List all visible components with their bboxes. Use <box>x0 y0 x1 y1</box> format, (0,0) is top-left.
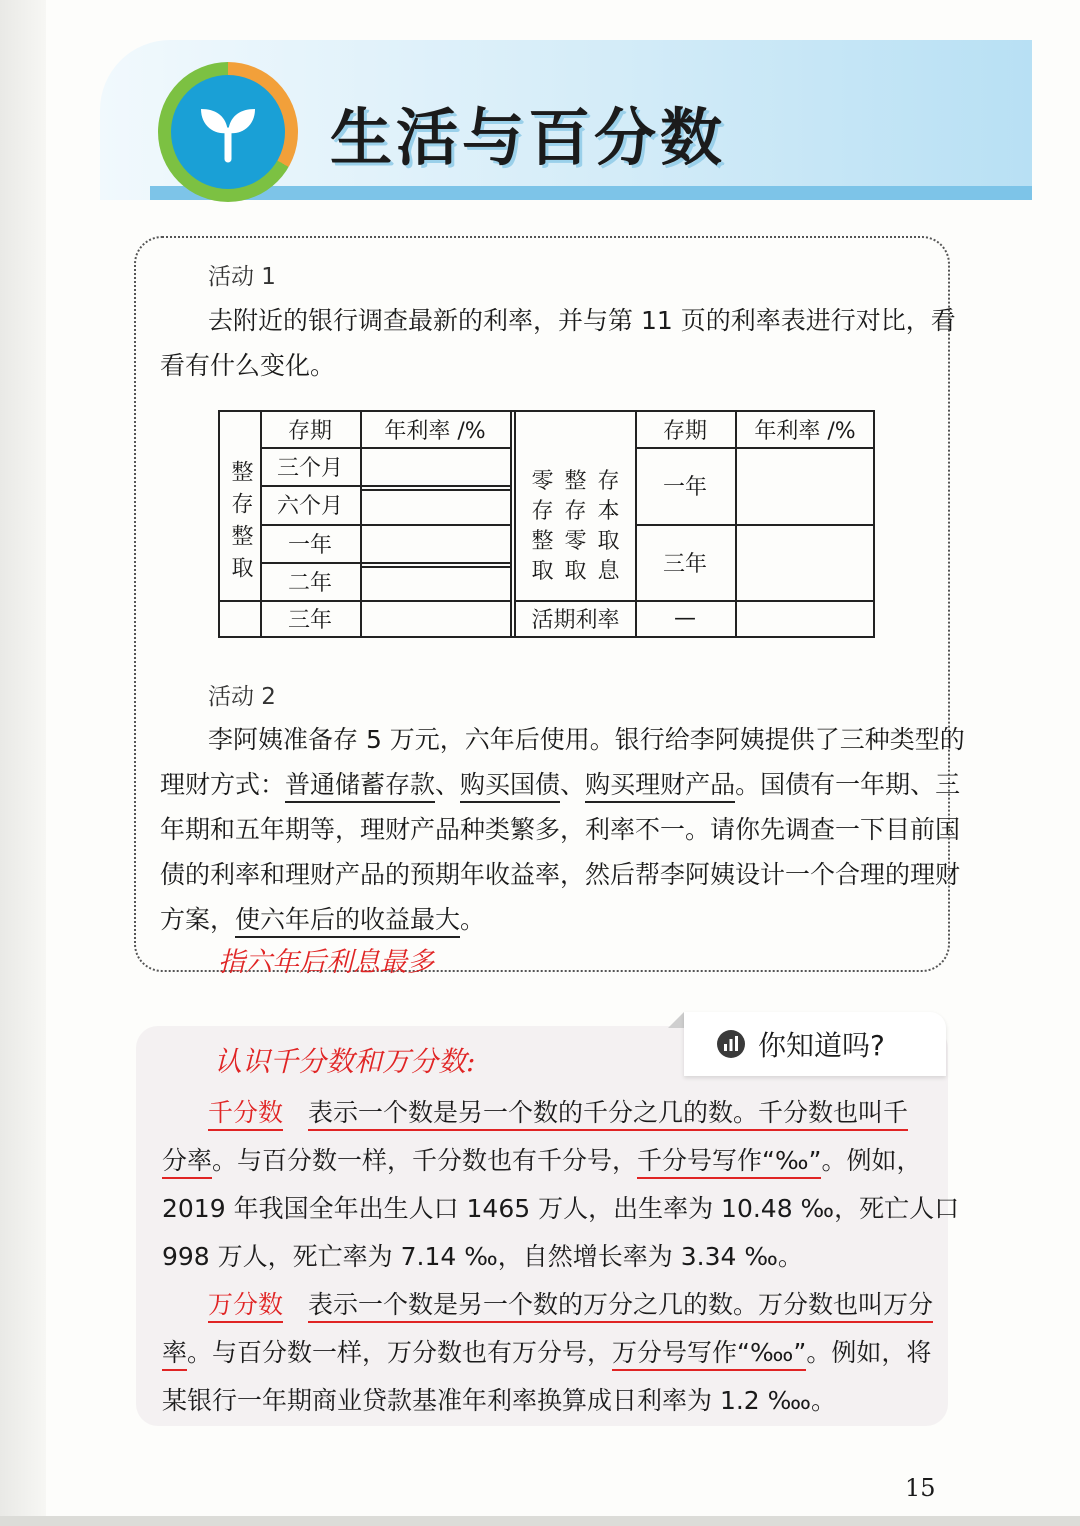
tab-label: 你知道吗? <box>758 1029 885 1062</box>
page-gutter <box>0 0 46 1526</box>
table-header-rate-right: 年利率 /% <box>754 419 856 444</box>
handwritten-note: 指六年后利息最多 <box>218 947 434 978</box>
thousand-line2: 分率。与百分数一样，千分数也有千分号，千分号写作“‰”。例如， <box>162 1138 922 1183</box>
activity2-line1: 李阿姨准备存 5 万元，六年后使用。银行给李阿姨提供了三种类型的 <box>208 725 965 754</box>
table-cell-term: 一年 <box>662 475 707 500</box>
option-underlined: 购买理财产品 <box>585 770 735 803</box>
thousand-line1: 千分数 表示一个数是另一个数的千分之几的数。千分数也叫千 <box>208 1090 908 1135</box>
page-number: 15 <box>905 1474 936 1502</box>
table-cell-term: 三年 <box>662 551 707 577</box>
table-current-term: — <box>674 605 696 631</box>
table-header-rate: 年利率 /% <box>384 419 486 444</box>
activity2-line3: 年期和五年期等，理财产品种类繁多，利率不一。请你先调查一下目前国 <box>160 815 961 844</box>
activity2-line4: 债的利率和理财产品的预期年收益率，然后帮李阿姨设计一个合理的理财 <box>160 860 961 889</box>
table-cell-term: 三个月 <box>276 455 343 481</box>
table-right-group-chars: 零 整 存 存 存 本 整 零 取 取 取 息 <box>531 468 620 584</box>
sprout-icon <box>171 75 285 189</box>
goal-underlined: 使六年后的收益最大 <box>235 905 460 938</box>
table-cell-term: 三年 <box>287 607 332 633</box>
activity1-line2: 看有什么变化。 <box>160 351 336 380</box>
activity1-line1: 去附近的银行调查最新的利率，并与第 11 页的利率表进行对比，看 <box>208 306 956 335</box>
term-tenthousand: 万分数 <box>208 1290 283 1323</box>
handwritten-heading: 认识千分数和万分数: <box>214 1045 476 1078</box>
table-group-text: 整存整取 <box>228 459 253 588</box>
activity1-label: 活动 1 <box>208 264 276 290</box>
tenthousand-line3: 某银行一年期商业贷款基准年利率换算成日利率为 1.2 ‱。 <box>162 1386 837 1415</box>
thousand-line3: 2019 年我国全年出生人口 1465 万人，出生率为 10.48 ‰，死亡人口 <box>162 1194 960 1223</box>
tenthousand-line2: 率。与百分数一样，万分数也有万分号，万分号写作“‱”。例如，将 <box>162 1330 931 1375</box>
title-banner-stripe <box>150 186 1032 200</box>
activity2-line5: 方案，使六年后的收益最大。 <box>160 897 485 942</box>
page-title: 生活与百分数 <box>330 101 727 174</box>
table-header-term-right: 存期 <box>662 419 707 444</box>
page-bottom-edge <box>0 1516 1080 1526</box>
option-underlined: 购买国债 <box>460 770 560 803</box>
table-current-label: 活期利率 <box>531 607 620 633</box>
table-cell-term: 二年 <box>287 570 332 596</box>
did-you-know-tab <box>684 1012 946 1076</box>
rate-table <box>218 410 875 638</box>
chart-icon <box>716 1029 746 1059</box>
activity2-line2: 理财方式：普通储蓄存款、购买国债、购买理财产品。国债有一年期、三 <box>160 762 960 807</box>
activity2-label: 活动 2 <box>208 684 276 710</box>
table-header-term: 存期 <box>287 419 332 444</box>
table-group-label <box>220 447 260 600</box>
term-thousand: 千分数 <box>208 1098 283 1131</box>
table-right-group <box>516 447 635 600</box>
option-underlined: 普通储蓄存款 <box>285 770 435 803</box>
table-cell-term: 一年 <box>287 532 332 558</box>
thousand-line4: 998 万人，死亡率为 7.14 ‰，自然增长率为 3.34 ‰。 <box>162 1242 803 1271</box>
tenthousand-line1: 万分数 表示一个数是另一个数的万分之几的数。万分数也叫万分 <box>208 1282 933 1327</box>
tab-fold <box>668 1012 684 1028</box>
table-cell-term: 六个月 <box>276 494 343 519</box>
